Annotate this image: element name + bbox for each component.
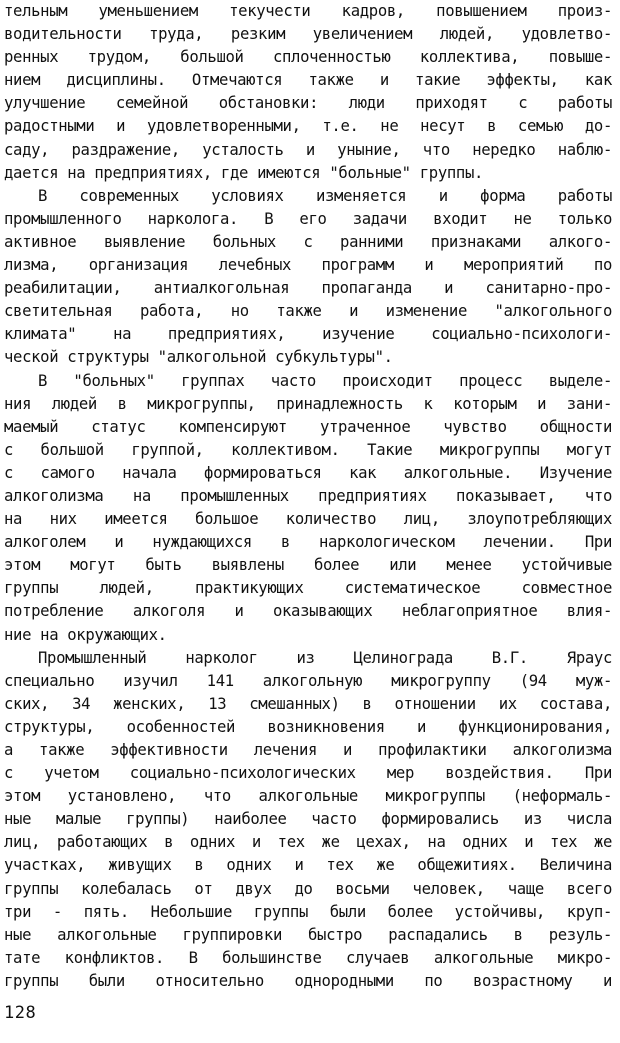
text-line: группы колебалась от двух до восьми человек, чаще всего — [4, 879, 612, 898]
text-line: этом установлено, что алкогольные микрогруппы (неформаль- — [4, 787, 612, 806]
text-line: светительная работа, но также и изменение "алкогольного — [4, 302, 612, 321]
text-line: ние на окружающих. — [4, 625, 167, 644]
text-line: саду, раздражение, усталость и уныние, что нередко наблю- — [4, 140, 612, 159]
text-line: структуры, особенностей возникновения и функционирования, — [4, 717, 612, 736]
text-line: на них имеется большое количество лиц, злоупотребляющих — [4, 510, 612, 529]
text-line: климата" на предприятиях, изучение социально-психологи- — [4, 325, 612, 344]
text-line: нием дисциплины. Отмечаются также и такие эффекты, как — [4, 71, 612, 90]
text-line: ренных трудом, большой сплоченностью коллектива, повыше- — [4, 48, 612, 67]
text-line: маемый статус компенсируют утраченное чувство общности — [4, 417, 612, 436]
text-line: улучшение семейной обстановки: люди приходят с работы — [4, 94, 612, 113]
text-line: В "больных" группах часто происходит процесс выделе- — [38, 371, 612, 390]
text-line: участках, живущих в одних и тех же общежитиях. Величина — [4, 856, 612, 875]
text-line: с большой группой, коллективом. Такие микрогруппы могут — [4, 440, 612, 459]
text-line: этом могут быть выявлены более или менее устойчивые — [4, 556, 612, 575]
text-line: ные алкогольные группировки быстро распадались в резуль- — [4, 925, 612, 944]
text-line: потребление алкоголя и оказывающих неблагоприятное влия- — [4, 602, 612, 621]
text-line: ния людей в микрогруппы, принадлежность к которым и зани- — [4, 394, 612, 413]
text-line: группы людей, практикующих систематическое совместное — [4, 579, 612, 598]
text-line: лизма, организация лечебных программ и мероприятий по — [4, 256, 612, 275]
text-line: Промышленный нарколог из Целинограда В.Г. Яраус — [38, 648, 612, 667]
text-line: дается на предприятиях, где имеются "больные" группы. — [4, 163, 484, 182]
text-line: водительности труда, резким увеличением людей, удовлетво- — [4, 25, 612, 44]
text-line: ческой структуры "алкогольной субкультуры". — [4, 348, 393, 367]
text-line: тельным уменьшением текучести кадров, повышением произ- — [4, 2, 612, 20]
text-line: В современных условиях изменяется и форма работы — [38, 186, 612, 205]
text-line: активное выявление больных с ранними признаками алкого- — [4, 232, 612, 251]
text-line: алкоголизма на промышленных предприятиях показывает, что — [4, 486, 612, 505]
text-line: алкоголем и нуждающихся в наркологическом лечении. При — [4, 533, 612, 552]
text-line: лиц, работающих в одних и тех же цехах, на одних и тех же — [4, 833, 612, 852]
text-line: группы были относительно однородными по возрастному и — [4, 971, 612, 990]
text-line: ских, 34 женских, 13 смешанных) в отношении их состава, — [4, 694, 612, 713]
text-line: с учетом социально-психологических мер воздействия. При — [4, 764, 612, 783]
page-number: 128 — [4, 1003, 37, 1023]
text-line: ные малые группы) наиболее часто формировались из числа — [4, 810, 612, 829]
text-line: промышленного нарколога. В его задачи входит не только — [4, 209, 612, 228]
text-line: радостными и удовлетворенными, т.е. не несут в семью до- — [4, 117, 612, 136]
text-line: тате конфликтов. В большинстве случаев алкогольные микро- — [4, 948, 612, 967]
text-line: с самого начала формироваться как алкогольные. Изучение — [4, 463, 612, 482]
text-line: а также эффективности лечения и профилактики алкоголизма — [4, 741, 612, 759]
text-line: специально изучил 141 алкогольную микрогруппу (94 муж- — [4, 671, 612, 690]
text-line: три - пять. Небольшие группы были более устойчивы, круп- — [4, 902, 612, 921]
text-line: реабилитации, антиалкогольная пропаганда и санитарно-про- — [4, 279, 612, 298]
body-text — [4, 0, 612, 993]
